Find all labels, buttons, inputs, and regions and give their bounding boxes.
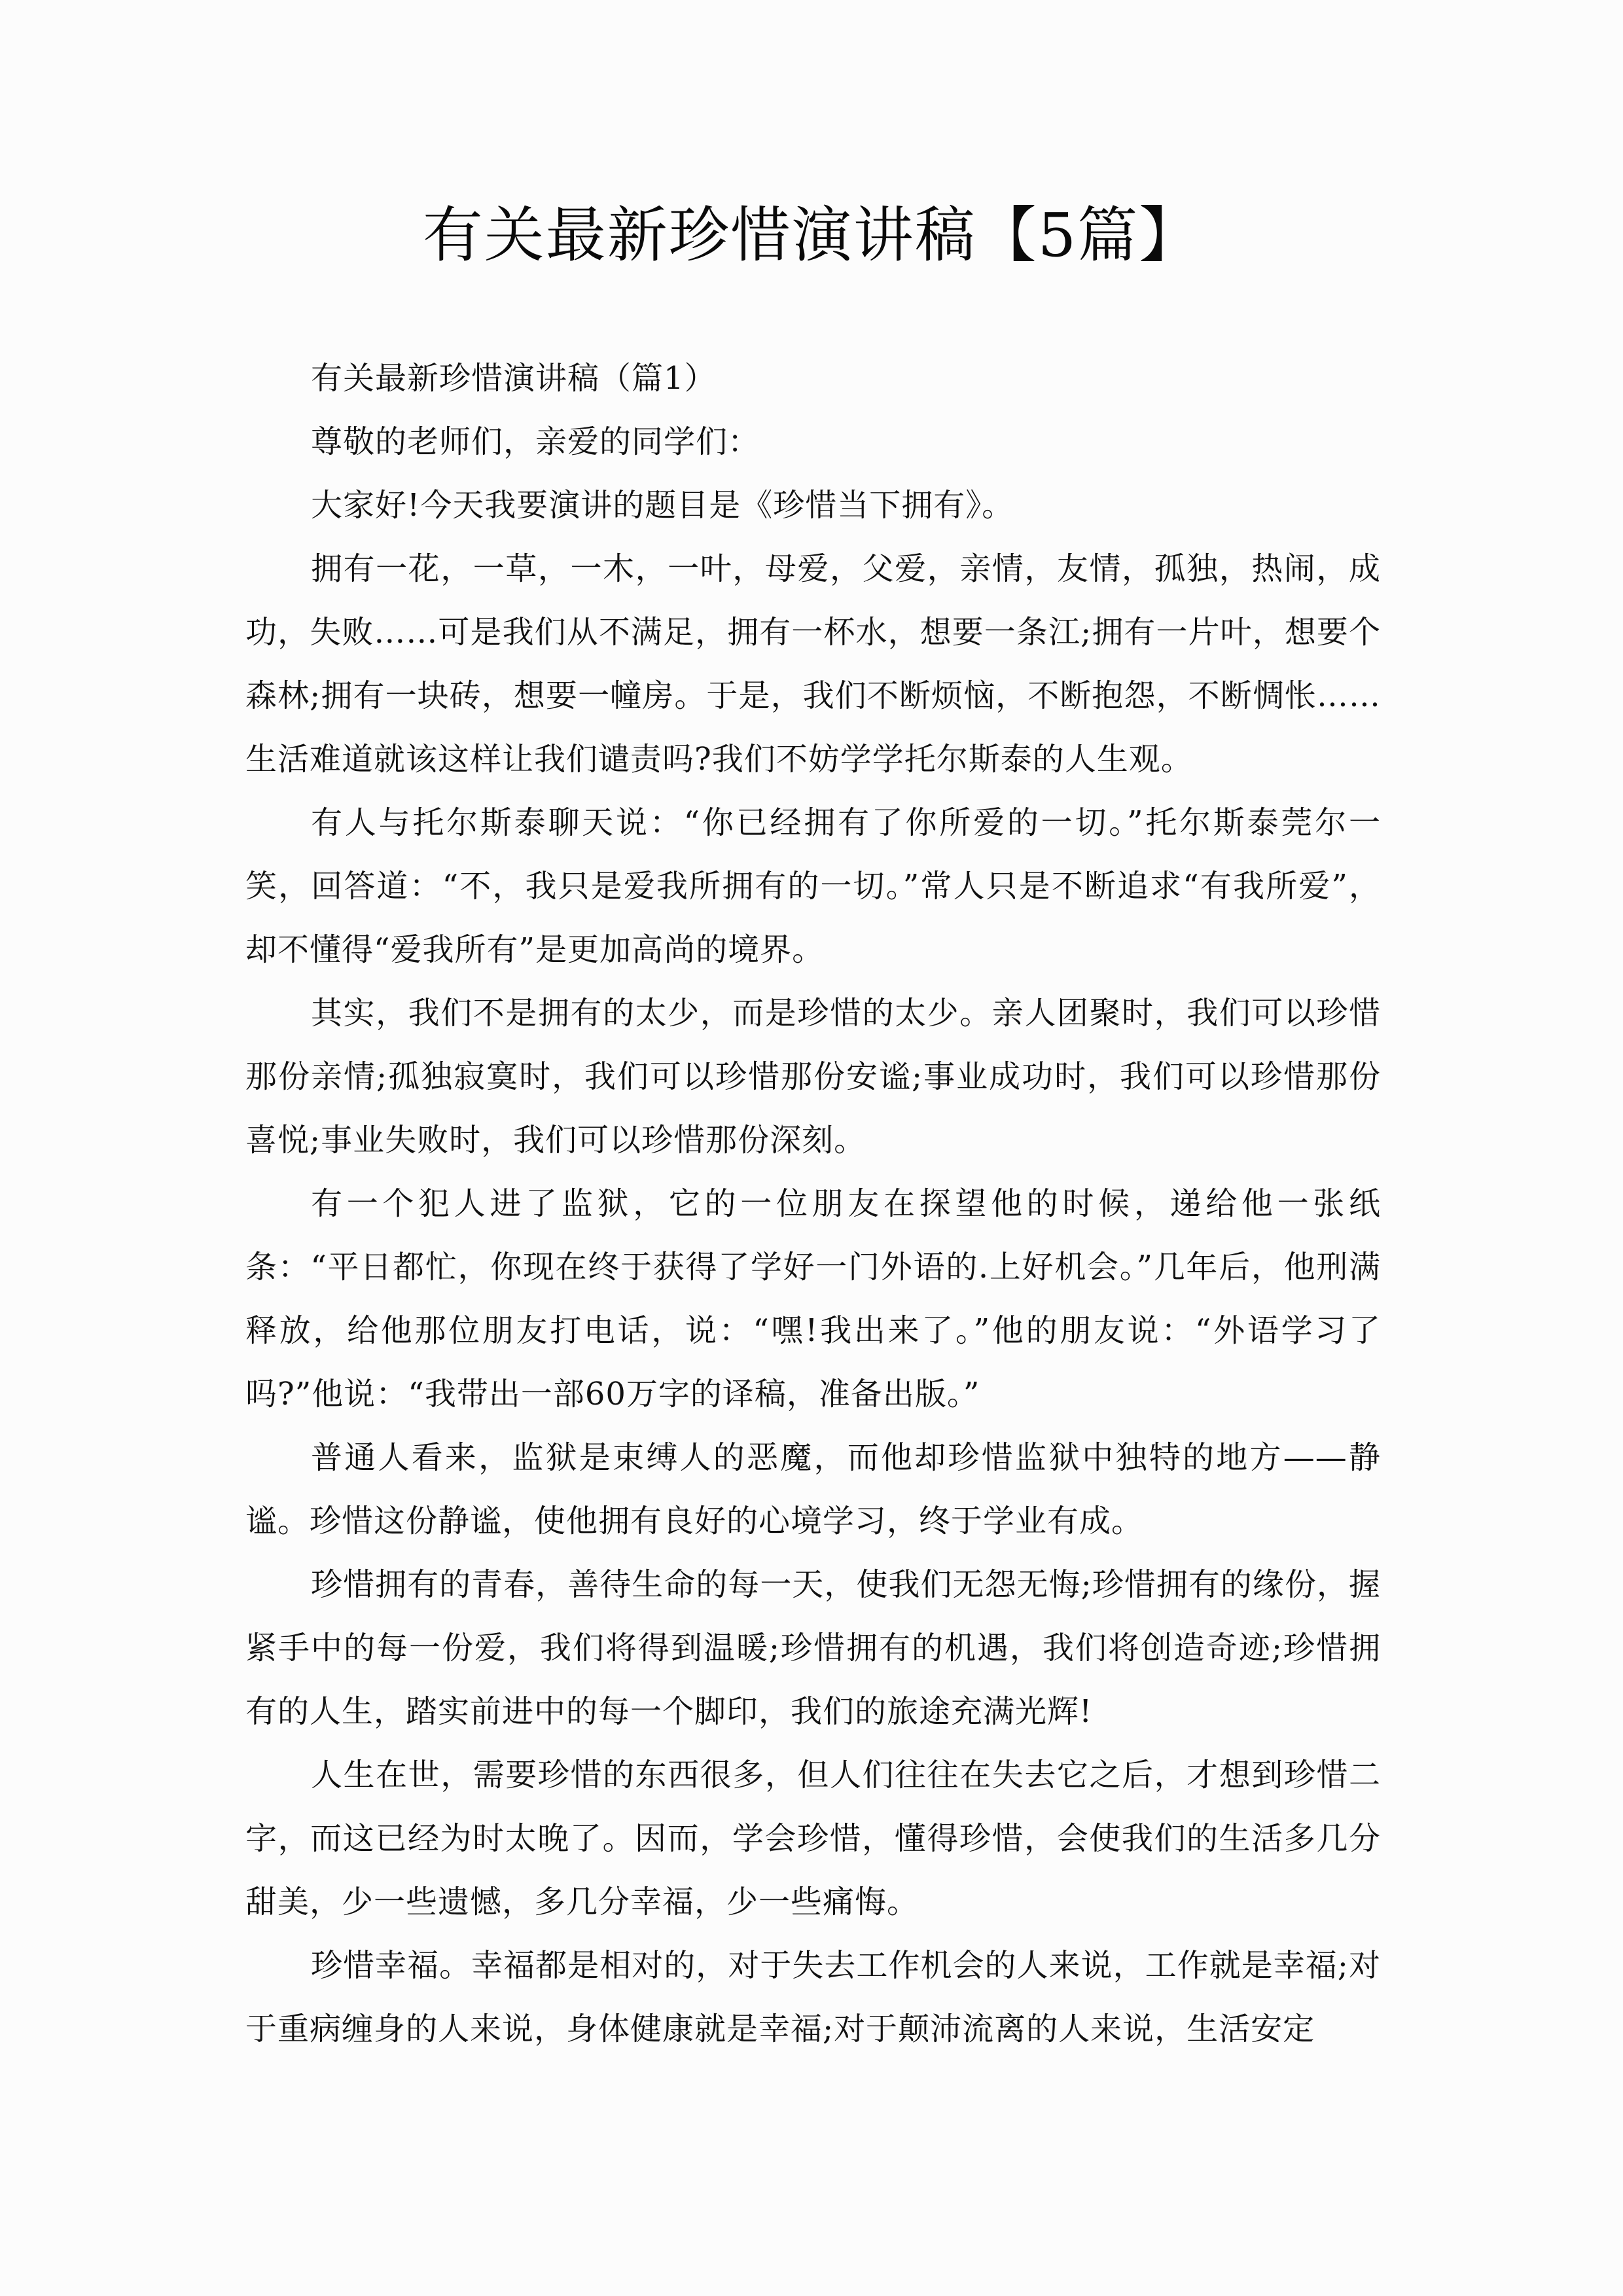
paragraph: 有一个犯人进了监狱，它的一位朋友在探望他的时候，递给他一张纸条：“平日都忙，你现在终于获得了学好一门外语的.上好机会。”几年后，他刑满释放，给他那位朋友打电话，说：“嘿!我出来了。”他的朋友说：“外语学习了吗?”他说：“我带出一部60万字的译稿，准备出版。”	[245, 1185, 1381, 1412]
paragraph: 珍惜拥有的青春，善待生命的每一天，使我们无怨无悔;珍惜拥有的缘份，握紧手中的每一份爱，我们将得到温暖;珍惜拥有的机遇，我们将创造奇迹;珍惜拥有的人生，踏实前进中的每一个脚印，我们的旅途充满光辉!	[245, 1566, 1381, 1730]
paragraph: 大家好!今天我要演讲的题目是《珍惜当下拥有》。	[311, 487, 1014, 524]
document-body	[245, 347, 1381, 2061]
paragraph: 珍惜幸福。幸福都是相对的，对于失去工作机会的人来说，工作就是幸福;对于重病缠身的人来说，身体健康就是幸福;对于颠沛流离的人来说，生活安定	[245, 1947, 1381, 2047]
paragraph: 普通人看来，监狱是束缚人的恶魔，而他却珍惜监狱中独特的地方——静谧。珍惜这份静谧，使他拥有良好的心境学习，终于学业有成。	[245, 1439, 1381, 1539]
document-title: 有关最新珍惜演讲稿【5篇】	[422, 200, 1201, 270]
paragraph: 拥有一花，一草，一木，一叶，母爱，父爱，亲情，友情，孤独，热闹，成功，失败……可是我们从不满足，拥有一杯水，想要一条江;拥有一片叶，想要个森林;拥有一块砖，想要一幢房。于是，我们不断烦恼，不断抱怨，不断惆怅……生活难道就该这样让我们谴责吗?我们不妨学学托尔斯泰的人生观。	[245, 550, 1381, 778]
section-heading: 有关最新珍惜演讲稿（篇1）	[311, 360, 717, 397]
paragraph: 人生在世，需要珍惜的东西很多，但人们往往在失去它之后，才想到珍惜二字，而这已经为时太晚了。因而，学会珍惜，懂得珍惜，会使我们的生活多几分甜美，少一些遗憾，多几分幸福，少一些痛悔。	[245, 1757, 1381, 1920]
salutation: 尊敬的老师们，亲爱的同学们：	[311, 423, 760, 460]
paragraph: 有人与托尔斯泰聊天说：“你已经拥有了你所爱的一切。”托尔斯泰莞尔一笑，回答道：“不，我只是爱我所拥有的一切。”常人只是不断追求“有我所爱”，却不懂得“爱我所有”是更加高尚的境界。	[245, 804, 1381, 968]
paragraph: 其实，我们不是拥有的太少，而是珍惜的太少。亲人团聚时，我们可以珍惜那份亲情;孤独寂寞时，我们可以珍惜那份安谧;事业成功时，我们可以珍惜那份喜悦;事业失败时，我们可以珍惜那份深刻。	[245, 995, 1381, 1158]
